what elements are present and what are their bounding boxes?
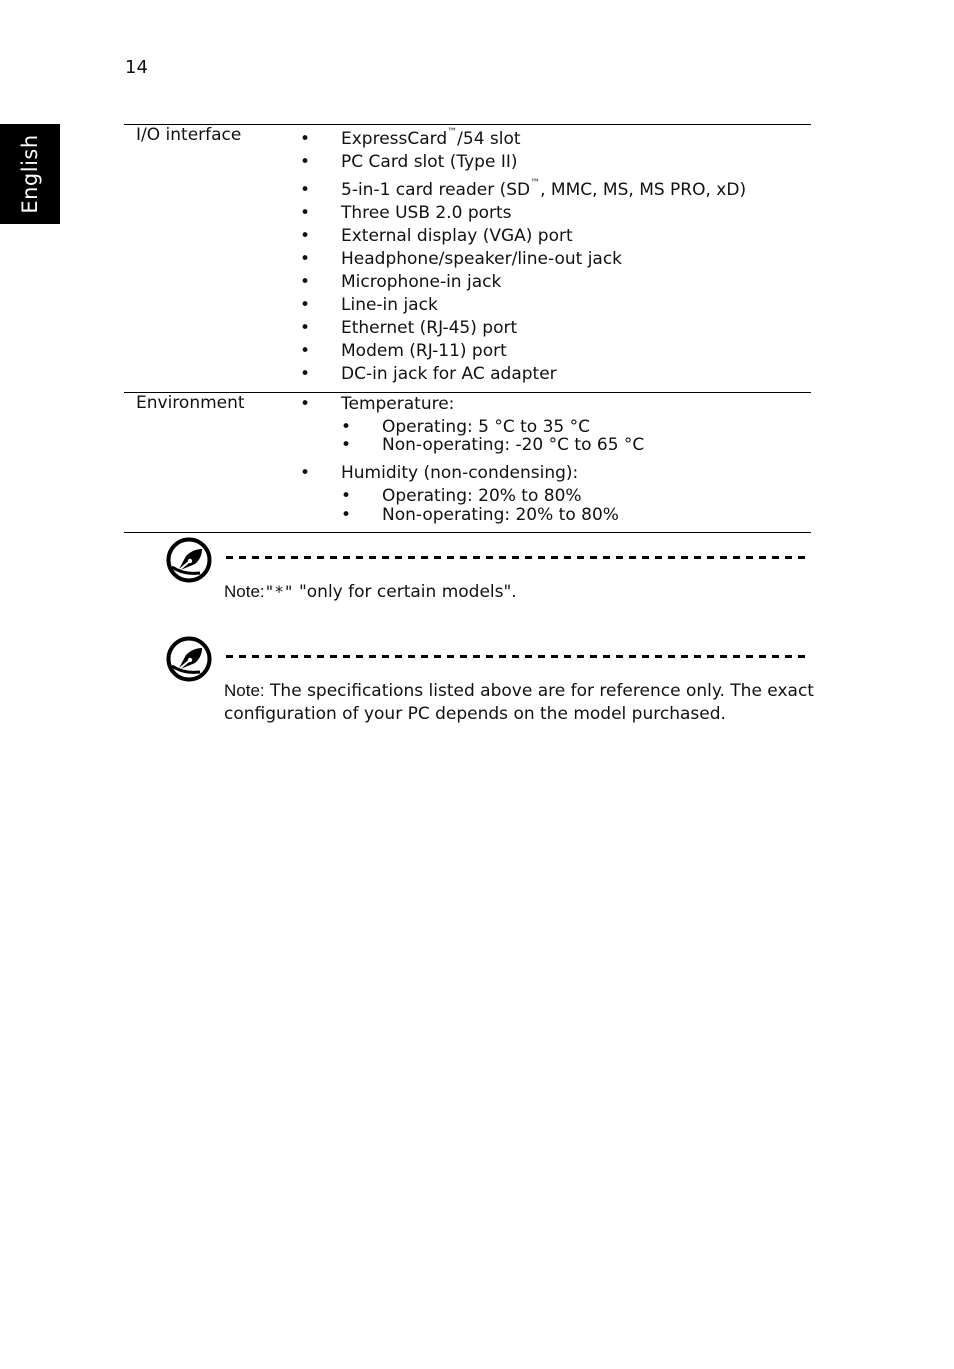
note-body: The specifications listed above are for reference only. The exact configuration of your PC depends on the model purchased. bbox=[224, 681, 814, 724]
bullet: • bbox=[341, 435, 352, 455]
bullet: • bbox=[341, 505, 352, 525]
io-item-text: DC-in jack for AC adapter bbox=[341, 364, 557, 384]
temperature-label: Temperature: bbox=[341, 394, 455, 414]
note-label: Note: bbox=[224, 582, 265, 601]
list-item bbox=[300, 295, 438, 315]
list-item bbox=[300, 203, 512, 223]
page-number: 14 bbox=[125, 57, 148, 78]
note-text-1 bbox=[224, 580, 814, 604]
list-item bbox=[341, 417, 590, 437]
bullet: • bbox=[300, 318, 311, 338]
temperature-operating: Operating: 5 °C to 35 °C bbox=[382, 417, 590, 437]
list-item bbox=[300, 364, 557, 384]
table-bottom-rule bbox=[124, 532, 811, 533]
note-separator bbox=[226, 556, 810, 559]
note-pen-icon bbox=[166, 537, 212, 583]
row-label-environment: Environment bbox=[136, 393, 245, 413]
bullet: • bbox=[300, 152, 311, 172]
io-item-text: Ethernet (RJ-45) port bbox=[341, 318, 518, 338]
list-item bbox=[341, 505, 619, 525]
humidity-non-operating: Non-operating: 20% to 80% bbox=[382, 505, 619, 525]
bullet: • bbox=[300, 463, 311, 483]
io-item-text: Three USB 2.0 ports bbox=[341, 203, 512, 223]
list-item bbox=[300, 341, 507, 361]
list-item bbox=[300, 178, 747, 203]
bullet: • bbox=[300, 295, 311, 315]
bullet: • bbox=[300, 129, 311, 149]
temperature-non-operating: Non-operating: -20 °C to 65 °C bbox=[382, 435, 645, 455]
trademark-mark: ™ bbox=[530, 178, 541, 189]
list-item bbox=[300, 394, 455, 414]
io-item-text: Modem (RJ-11) port bbox=[341, 341, 507, 361]
bullet: • bbox=[300, 226, 311, 246]
list-item bbox=[341, 435, 645, 455]
note-pen-icon bbox=[166, 636, 212, 682]
list-item bbox=[300, 318, 518, 338]
trademark-mark: ™ bbox=[447, 127, 458, 138]
bullet: • bbox=[300, 203, 311, 223]
bullet: • bbox=[300, 249, 311, 269]
bullet: • bbox=[300, 272, 311, 292]
list-item bbox=[300, 272, 502, 292]
bullet: • bbox=[300, 180, 311, 200]
io-item-text: Line-in jack bbox=[341, 295, 438, 315]
bullet: • bbox=[300, 364, 311, 384]
humidity-operating: Operating: 20% to 80% bbox=[382, 486, 582, 506]
bullet: • bbox=[341, 486, 352, 506]
list-item bbox=[341, 486, 582, 506]
humidity-label: Humidity (non-condensing): bbox=[341, 463, 579, 483]
list-item bbox=[300, 249, 623, 269]
io-item-text-suffix: , MMC, MS, MS PRO, xD) bbox=[540, 180, 747, 200]
bullet: • bbox=[300, 341, 311, 361]
language-tab bbox=[0, 124, 60, 224]
list-item bbox=[300, 226, 573, 246]
row-label-io: I/O interface bbox=[136, 125, 242, 145]
bullet: • bbox=[300, 394, 311, 414]
io-item-text: Headphone/speaker/line-out jack bbox=[341, 249, 623, 269]
note-label: Note: bbox=[224, 681, 265, 700]
bullet: • bbox=[341, 417, 352, 437]
io-item-text: 5-in-1 card reader (SD bbox=[341, 180, 531, 200]
list-item bbox=[300, 127, 521, 152]
note-text-2 bbox=[224, 679, 814, 726]
io-item-text: ExpressCard bbox=[341, 129, 448, 149]
language-tab-label: English bbox=[18, 134, 42, 214]
list-item bbox=[300, 152, 518, 172]
io-item-text: External display (VGA) port bbox=[341, 226, 573, 246]
note-separator bbox=[226, 655, 810, 658]
io-item-text-suffix: /54 slot bbox=[457, 129, 521, 149]
list-item bbox=[300, 463, 579, 483]
io-item-text: PC Card slot (Type II) bbox=[341, 152, 518, 172]
io-item-text: Microphone-in jack bbox=[341, 272, 502, 292]
note-body: "only for certain models". bbox=[293, 582, 517, 602]
note-code: "*" bbox=[264, 582, 294, 601]
